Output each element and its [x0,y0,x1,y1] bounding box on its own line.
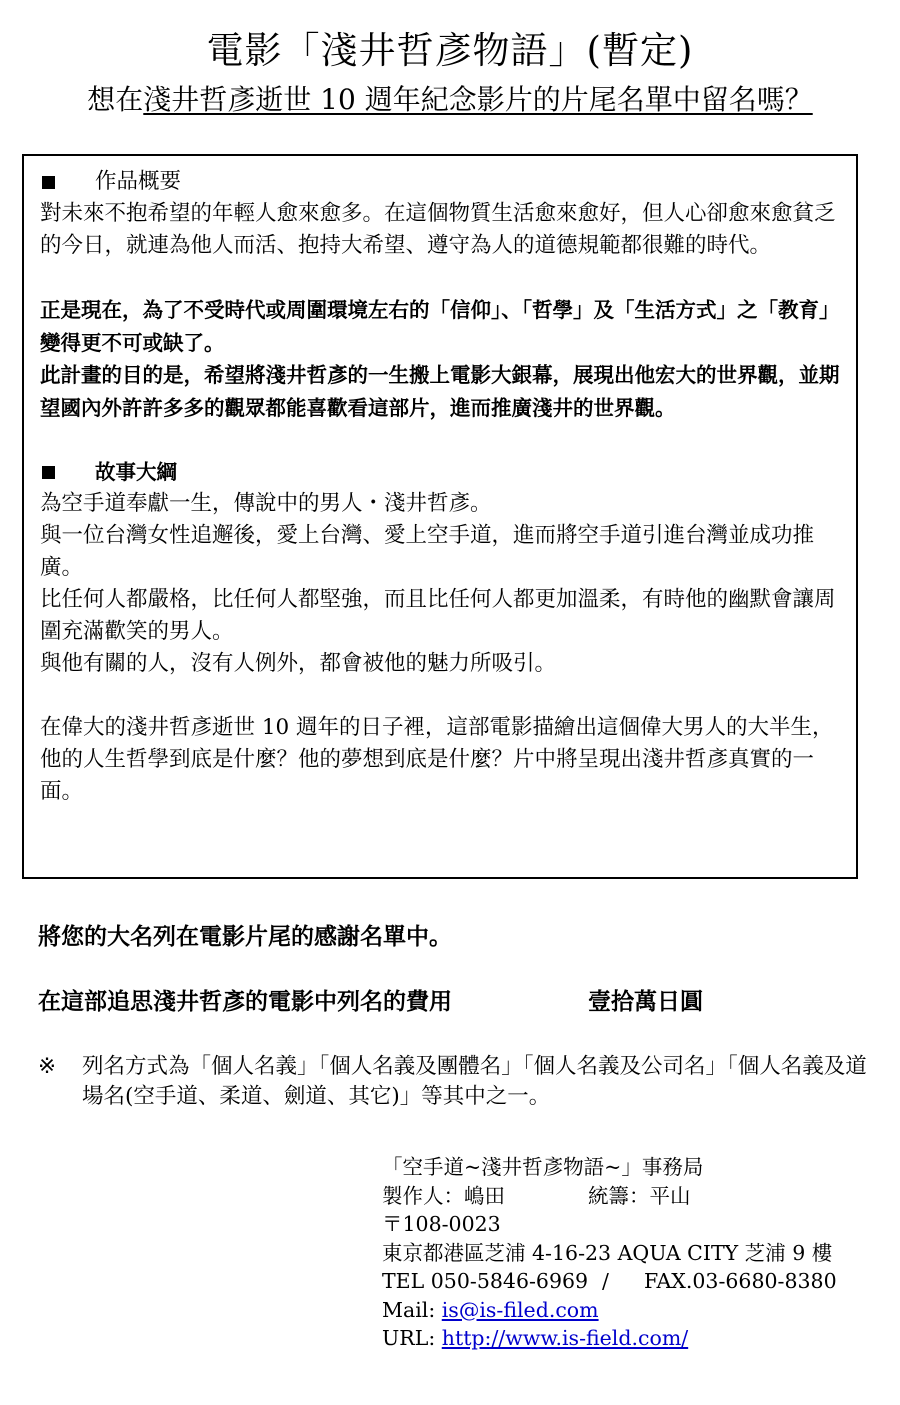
story-heading [40,456,842,488]
mail-link[interactable]: is@is-filed.com [441,1297,599,1322]
coordinator: 統籌：平山 [588,1183,691,1208]
postal-code: 〒108-0023 [382,1212,501,1236]
listing-note-text: 列名方式為「個人名義」「個人名義及團體名」「個人名義及公司名」「個人名義及道場名(空手道、柔道、劍道、其它)」等其中之一。 [82,1054,867,1109]
story-closing-paragraph: 在偉大的淺井哲彥逝世 10 週年的日子裡，這部電影描繪出這個偉大男人的大半生，他的人生哲學到底是什麼？他的夢想到底是什麼？片中將呈現出淺井哲彥真實的一面。 [40,715,834,804]
reference-mark-icon: ※ [38,1054,57,1079]
overview-heading-label: 作品概要 [95,169,182,194]
overview-heading [40,166,842,198]
page-title: 電影「淺井哲彥物語」(暫定) [206,29,694,72]
url-label: URL: [382,1326,442,1350]
website-link[interactable]: http://www.is-field.com/ [441,1326,689,1350]
mail-line [382,1296,882,1325]
listing-note [38,1052,868,1112]
subtitle-underlined: 淺井哲彥逝世 10 週年紀念影片的片尾名單中留名嗎？ [143,83,813,116]
phone-fax-line [382,1267,882,1296]
mail-label: Mail: [382,1297,442,1322]
fee-label: 在這部追思淺井哲彥的電影中列名的費用 [38,989,452,1015]
page-subtitle [0,82,900,118]
producer: 製作人：嶋田 [382,1183,505,1208]
overview-goal-paragraph: 此計畫的目的是，希望將淺井哲彥的一生搬上電影大銀幕，展現出他宏大的世界觀，並期望國內外許許多多的觀眾都能喜歡看這部片，進而推廣淺井的世界觀。 [40,363,840,420]
story-line: 與他有關的人，沒有人例外，都會被他的魅力所吸引。 [40,651,557,676]
synopsis-box [22,154,858,879]
office-name: 「空手道~淺井哲彥物語~」事務局 [382,1155,704,1179]
square-bullet-icon [42,176,55,189]
overview-bold-paragraph: 正是現在，為了不受時代或周圍環境左右的「信仰」、「哲學」及「生活方式」之「教育」變得更不可或缺了。 [40,298,840,355]
overview-paragraph: 對未來不抱希望的年輕人愈來愈多。在這個物質生活愈來愈好，但人心卻愈來愈貧乏的今日，就連為他人而活、抱持大希望、遵守為人的道德規範都很難的時代。 [40,201,836,258]
story-line: 為空手道奉獻一生，傳說中的男人・淺井哲彥。 [40,491,492,516]
story-line: 與一位台灣女性追邂後，愛上台灣、愛上空手道，進而將空手道引進台灣並成功推廣。 [40,523,815,580]
fax: FAX.03-6680-8380 [644,1269,837,1293]
fee-amount: 壹拾萬日圓 [588,989,703,1015]
story-heading-label: 故事大綱 [95,460,177,484]
separator: / [602,1269,609,1293]
address: 東京都港區芝浦 4-16-23 AQUA CITY 芝浦 9 樓 [382,1240,833,1265]
story-line: 比任何人都嚴格，比任何人都堅強，而且比任何人都更加溫柔，有時他的幽默會讓周圍充滿歡笑的男人。 [40,587,836,644]
staff-line [382,1182,882,1211]
square-bullet-icon [42,466,55,479]
credit-offer: 將您的大名列在電影片尾的感謝名單中。 [38,924,452,950]
url-line [382,1324,882,1353]
telephone: TEL 050-5846-6969 [382,1269,589,1293]
subtitle-prefix: 想在 [87,83,144,116]
contact-block [382,1153,882,1353]
